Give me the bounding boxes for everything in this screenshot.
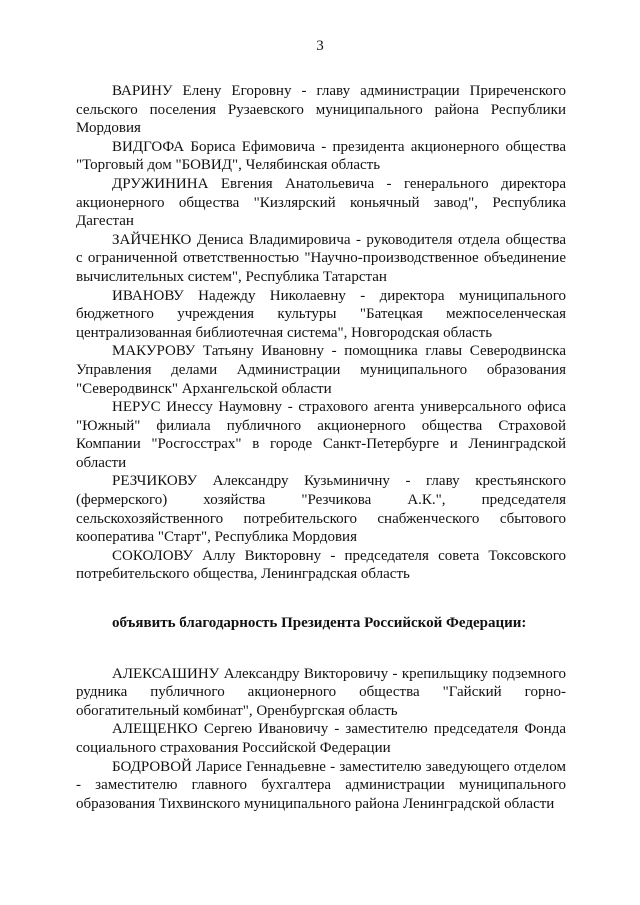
award-entry: ВАРИНУ Елену Егоровну - главу администрации Приреченского сельского поселения Рузаевского муниципального района Республики Мордовия [76, 83, 566, 137]
award-entry: НЕРУС Инессу Наумовну - страхового агента универсального офиса "Южный" филиала публичного акционерного общества Страховой Компании "Росгосстрах" в городе Санкт-Петербурге и Ленинградской области [76, 399, 566, 471]
award-entry: ИВАНОВУ Надежду Николаевну - директора муниципального бюджетного учреждения культуры "Батецкая межпоселенческая централизованная библиотечная система", Новгородская область [76, 287, 566, 341]
award-entry: РЕЗЧИКОВУ Александру Кузьминичну - главу крестьянского (фермерского) хозяйства "Резчикова А.К.", председателя сельскохозяйственного потребительского снабженческого сбытового кооператива "Старт", Республика Мордовия [76, 473, 566, 546]
award-entry: МАКУРОВУ Татьяну Ивановну - помощника главы Северодвинска Управления делами Администрации муниципального образования "Северодвинск" Архангельской области [76, 343, 566, 397]
award-entry: ВИДГОФА Бориса Ефимовича - президента акционерного общества "Торговый дом "БОВИД", Челябинская область [76, 138, 566, 174]
gratitude-entry: БОДРОВОЙ Ларисе Геннадьевне - заместителю заведующего отделом - заместителю главного бухгалтера администрации муниципального образования Тихвинского муниципального района Ленинградской области [76, 758, 566, 812]
gratitude-entry: АЛЕЩЕНКО Сергею Ивановичу - заместителю председателя Фонда социального страхования Российской Федерации [76, 721, 566, 756]
gratitude-entry: АЛЕКСАШИНУ Александру Викторовичу - крепильщику подземного рудника публичного акционерного общества "Гайский горно-обогатительный комбинат", Оренбургская область [76, 665, 566, 719]
page-number: 3 [316, 38, 324, 54]
award-entry: ДРУЖИНИНА Евгения Анатольевича - генерального директора акционерного общества "Кизлярский коньячный завод", Республика Дагестан [76, 175, 566, 230]
section-heading: объявить благодарность Президента Российской Федерации: [112, 615, 527, 632]
award-entry: СОКОЛОВУ Аллу Викторовну - председателя совета Токсовского потребительского общества, Ленинградская область [76, 547, 566, 583]
document-body [76, 82, 566, 813]
award-entry: ЗАЙЧЕНКО Дениса Владимировича - руководителя отдела общества с ограниченной ответственностью "Научно-производственное объединение вычислительных систем", Республика Татарстан [76, 231, 566, 285]
